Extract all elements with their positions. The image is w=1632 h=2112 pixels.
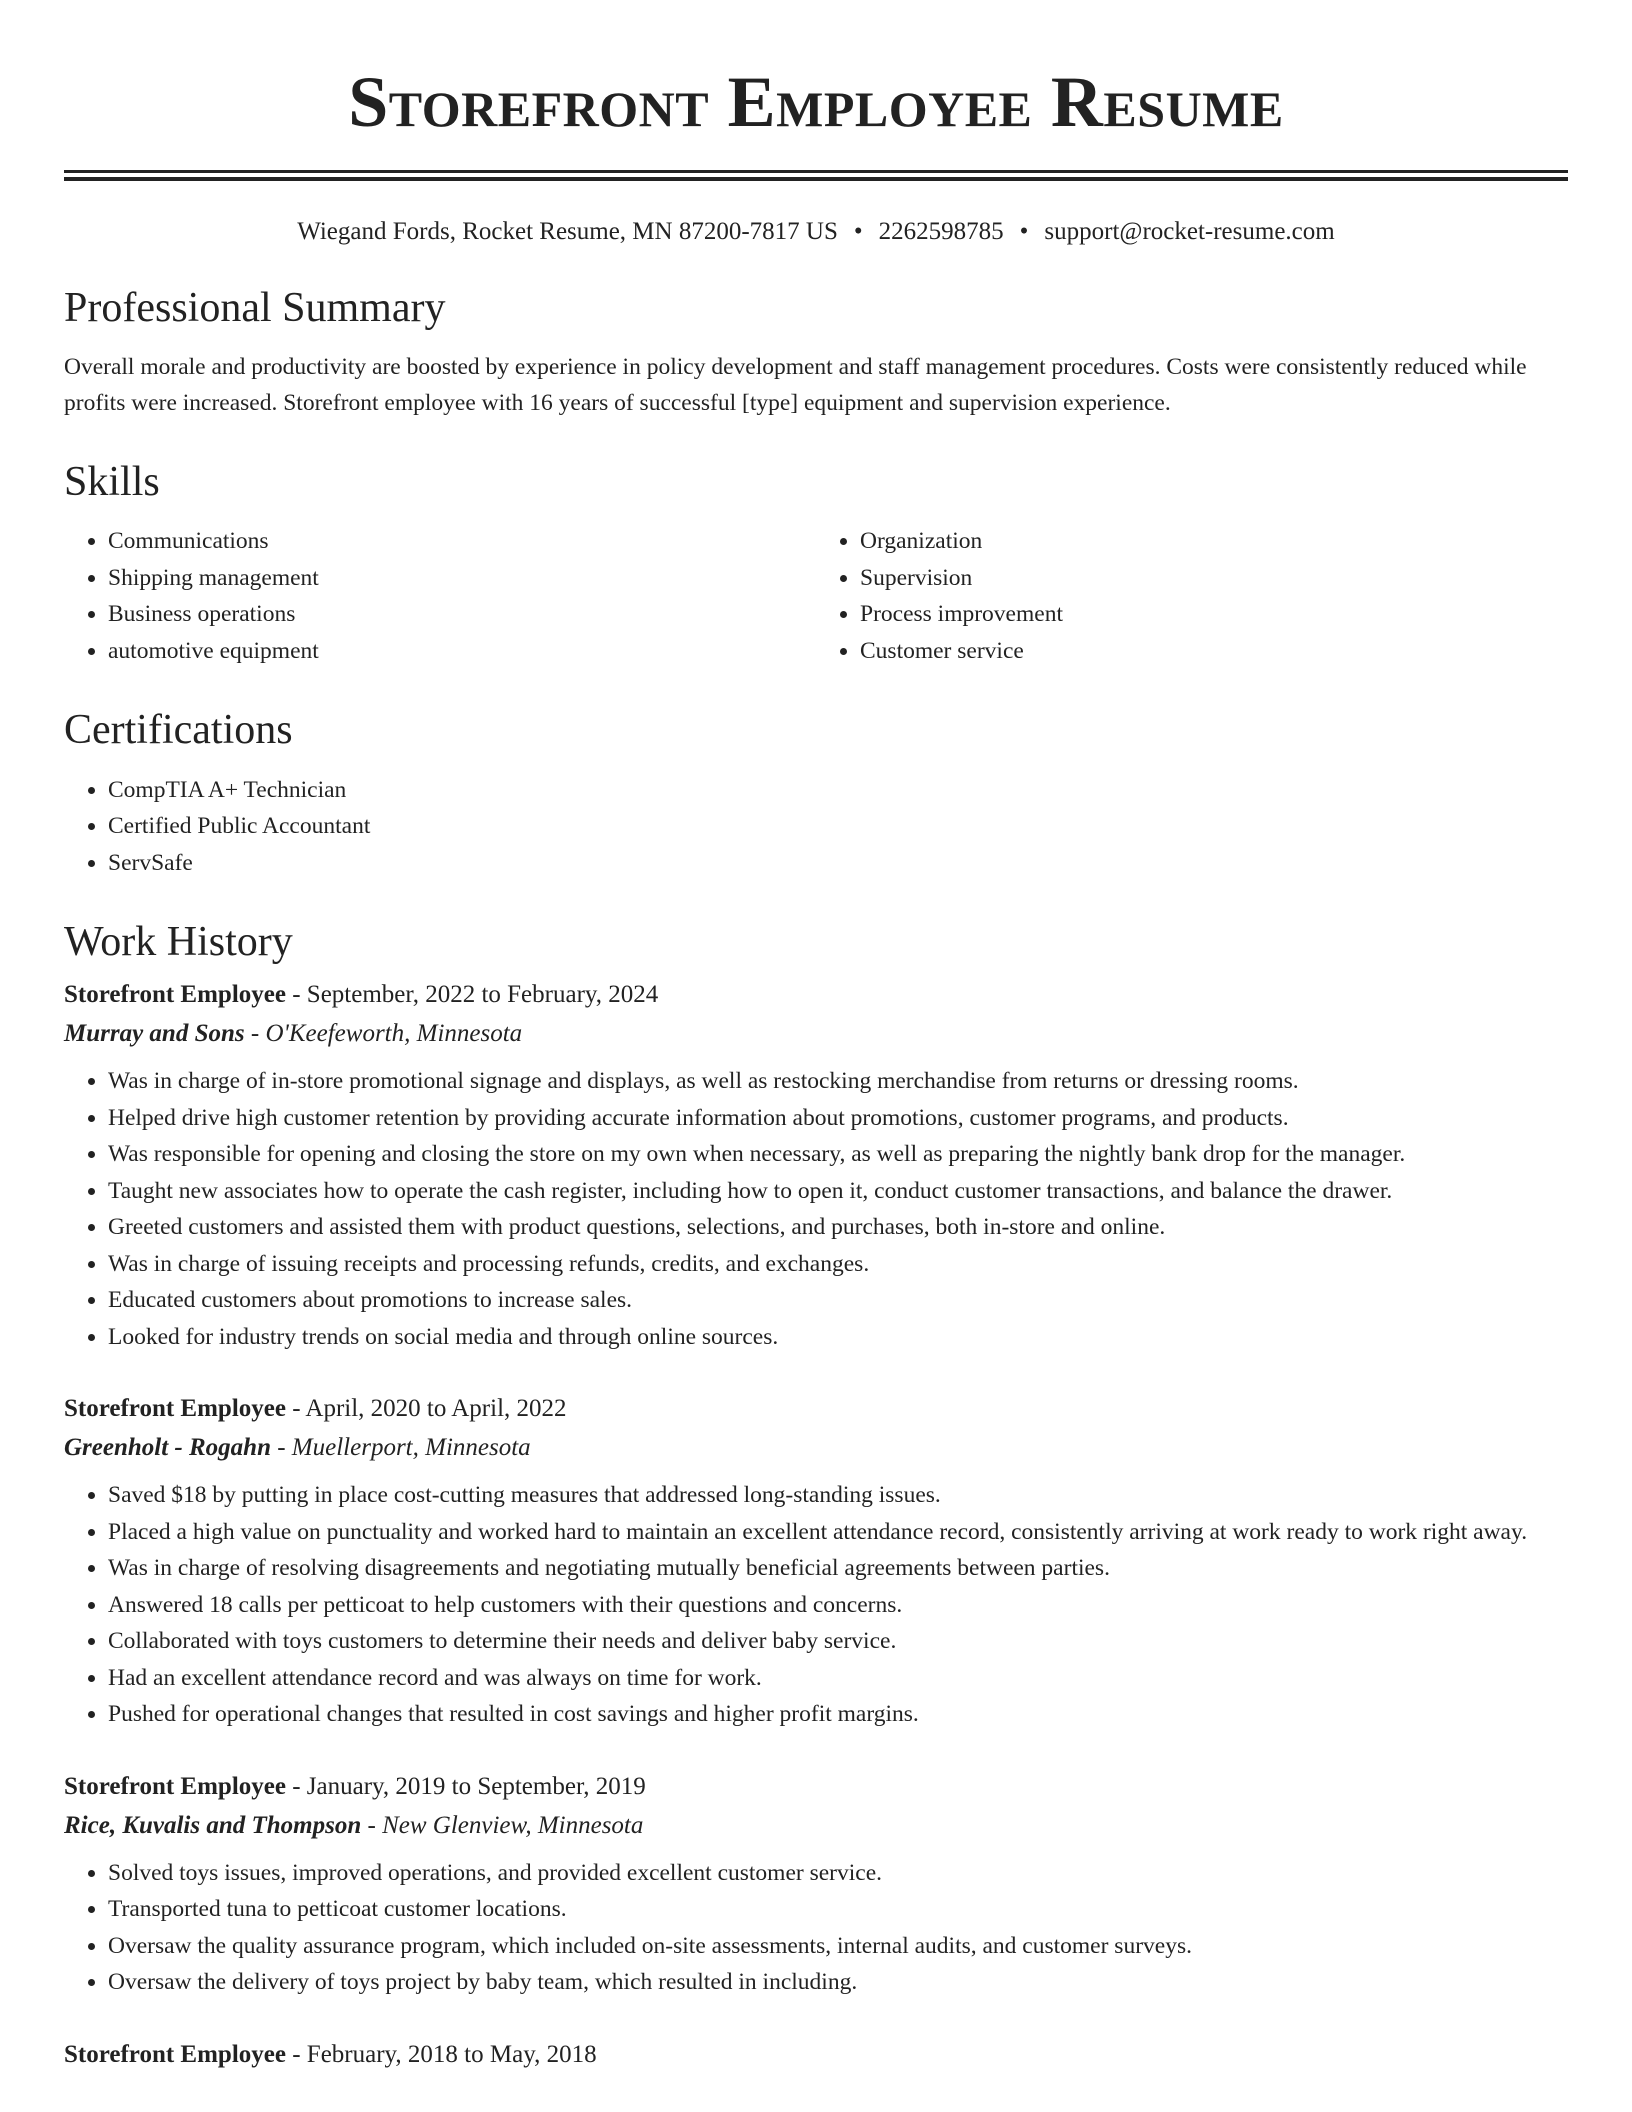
job-duty: • Taught new associates how to operate the cash register, including how to open it, conduct customer transactions, and balance the drawer. [108,1173,1568,1210]
skill-item: • Communications [108,523,816,560]
contact-separator: • [853,218,863,245]
job-location: - New Glenview, Minnesota [361,1811,644,1839]
job-location: - Muellerport, Minnesota [270,1434,531,1462]
job-duty: • Was in charge of in-store promotional signage and displays, as well as restocking merchandise from returns or dressing rooms. [108,1063,1568,1100]
job-header [64,975,1568,1015]
job-duty: • Pushed for operational changes that resulted in cost savings and higher profit margins. [108,1696,1568,1733]
skill-item: • Shipping management [108,560,816,597]
job-duty: • Had an excellent attendance record and was always on time for work. [108,1660,1568,1697]
job-employer [64,1429,1568,1467]
job-duties [64,1063,1568,1355]
skill-item: • automotive equipment [108,633,816,670]
job-duty: • Placed a high value on punctuality and worked hard to maintain an excellent attendance record, consistently arriving at work ready to work right away. [108,1514,1568,1551]
skills-section [64,459,1568,669]
job-duty: • Oversaw the quality assurance program, which included on-site assessments, internal audits, and customer surveys. [108,1928,1568,1965]
summary-heading: Professional Summary [64,285,446,331]
job-duty: • Was in charge of issuing receipts and processing refunds, credits, and exchanges. [108,1246,1568,1283]
certification-item: • ServSafe [108,845,1568,882]
job-duties [64,1855,1568,2001]
job-entry [64,1767,1568,2001]
job-duty: • Helped drive high customer retention by providing accurate information about promotions, customer programs, and products. [108,1100,1568,1137]
job-duty: • Looked for industry trends on social media and through online sources. [108,1319,1568,1356]
title-divider [64,170,1568,181]
job-title: Storefront Employee [64,2040,286,2068]
certifications-section [64,707,1568,881]
job-entry [64,1389,1568,1733]
job-duty: • Oversaw the delivery of toys project by baby team, which resulted in including. [108,1964,1568,2001]
job-duty: • Transported tuna to petticoat customer locations. [108,1891,1568,1928]
skills-columns [64,523,1568,669]
certification-item: • Certified Public Accountant [108,808,1568,845]
skill-item: • Supervision [860,560,1568,597]
job-duty: • Educated customers about promotions to increase sales. [108,1282,1568,1319]
certifications-list [64,772,1568,882]
skill-item: • Business operations [108,596,816,633]
job-entry [64,975,1568,1355]
summary-section [64,285,1568,421]
job-employer [64,1015,1568,1053]
skills-list-right [816,523,1568,669]
job-company: Murray and Sons [64,1020,245,1048]
skills-list-left [64,523,816,669]
contact-line [64,217,1568,247]
job-dates: - February, 2018 to May, 2018 [285,2040,597,2068]
job-title: Storefront Employee [64,1772,286,1800]
certifications-heading: Certifications [64,707,293,754]
work-history-section [64,919,1568,2075]
skills-heading: Skills [64,459,160,506]
skill-item: • Process improvement [860,596,1568,633]
contact-address: Wiegand Fords, Rocket Resume, MN 87200-7817 US [297,218,838,245]
job-duty: • Saved $18 by putting in place cost-cutting measures that addressed long-standing issues. [108,1477,1568,1514]
job-header [64,1767,1568,1807]
job-duty: • Greeted customers and assisted them with product questions, selections, and purchases, both in-store and online. [108,1209,1568,1246]
contact-separator: • [1019,218,1029,245]
job-header [64,2035,1568,2075]
job-duty: • Collaborated with toys customers to determine their needs and deliver baby service. [108,1623,1568,1660]
contact-email[interactable]: support@rocket-resume.com [1044,218,1335,245]
summary-text: Overall morale and productivity are boosted by experience in policy development and staff management procedures. Costs were consistently reduced while profits were increased. Storefront employee with 16 years of successful [type] equipment and supervision experience. [64,354,1527,417]
skill-item: • Customer service [860,633,1568,670]
job-duty: • Answered 18 calls per petticoat to help customers with their questions and concerns. [108,1587,1568,1624]
job-location: - O'Keefeworth, Minnesota [244,1020,523,1048]
job-header [64,1389,1568,1429]
job-duty: • Was responsible for opening and closing the store on my own when necessary, as well as preparing the nightly bank drop for the manager. [108,1136,1568,1173]
job-dates: - April, 2020 to April, 2022 [285,1395,567,1423]
resume-title: Storefront Employee Resume [348,62,1284,142]
job-dates: - January, 2019 to September, 2019 [285,1772,646,1800]
job-company: Rice, Kuvalis and Thompson [64,1811,362,1839]
certification-item: • CompTIA A+ Technician [108,772,1568,809]
job-title: Storefront Employee [64,981,286,1009]
job-title: Storefront Employee [64,1395,286,1423]
job-duty: • Solved toys issues, improved operations, and provided excellent customer service. [108,1855,1568,1892]
job-employer [64,1807,1568,1845]
contact-phone: 2262598785 [878,218,1004,245]
job-company: Greenholt - Rogahn [64,1434,271,1462]
job-duty: • Was in charge of resolving disagreements and negotiating mutually beneficial agreements between parties. [108,1550,1568,1587]
job-duties [64,1477,1568,1733]
work-history-heading: Work History [64,919,293,966]
job-dates: - September, 2022 to February, 2024 [285,981,659,1009]
skill-item: • Organization [860,523,1568,560]
job-entry [64,2035,1568,2075]
